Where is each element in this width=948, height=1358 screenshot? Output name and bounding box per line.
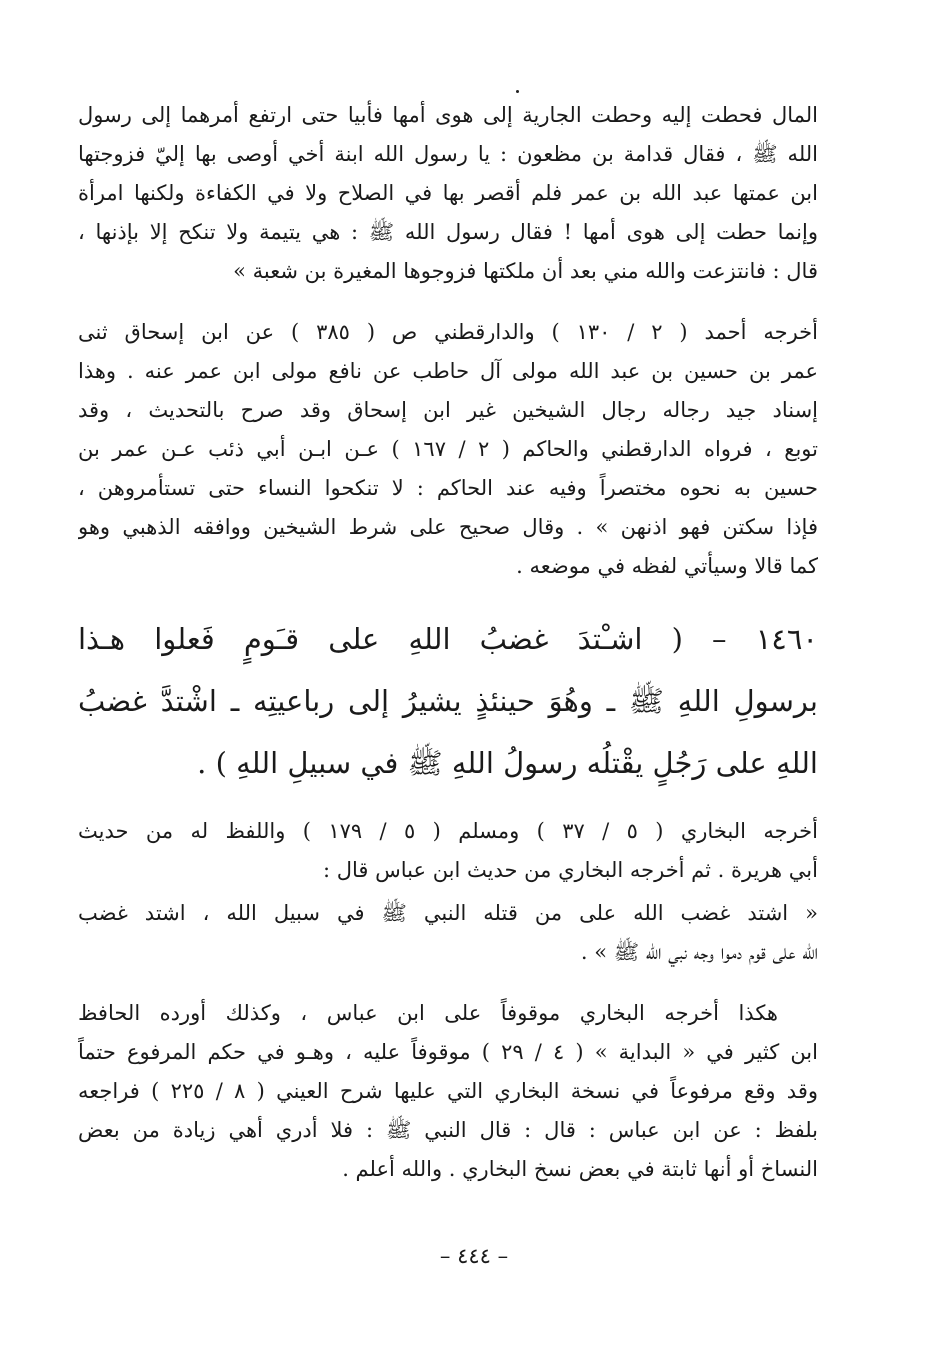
text-line: ابن كثير في « البداية » ( ٤ / ٢٩ ) موقوفاً عليه ، وهـو في حكم المرفوع حتماً <box>78 1040 818 1064</box>
paragraph-takhrij <box>78 313 818 586</box>
text-line: ابن عمتها عبد الله بن عمر فلم أقصر بها في الصلاح ولا في الكفاءة ولكنها امرأة <box>78 181 818 205</box>
paragraph-continuation <box>78 96 818 291</box>
text-line: أخرجه أحمد ( ٢ / ١٣٠ ) والدارقطني ص ( ٣٨٥ ) عن ابن إسحاق ثنى <box>78 320 818 344</box>
text-line: فإذا سكتن فهو اذنهن » . وقال صحيح على شرط الشيخين ووافقه الذهبي وهو <box>78 515 818 539</box>
page-number: – ٤٤٤ – <box>439 1244 509 1268</box>
text-line: وقد وقع مرفوعاً في نسخة البخاري التي عليها شرح العيني ( ٨ / ٢٢٥ ) فراجعه <box>78 1079 818 1103</box>
text-line: النساخ أو أنها ثابتة في بعض نسخ البخاري . والله أعلم . <box>342 1157 818 1181</box>
text-line: « اشتد غضب الله على من قتله النبي ﷺ في سبيل الله ، اشتد غضب <box>78 901 818 925</box>
text-line: أخرجه البخاري ( ٥ / ٣٧ ) ومسلم ( ٥ / ١٧٩ ) واللفظ له من حديث <box>78 819 818 843</box>
text-line: عمر بن حسين بن عبد الله مولى آل حاطب عن نافع مولى ابن عمر عنه . وهذا <box>78 359 818 383</box>
hadith-line: برسولِ اللهِ ﷺ ـ وهُوَ حينئذٍ يشيرُ إلى رباعيتِه ـ اشْتدَّ غضبُ <box>78 684 818 718</box>
ink-dot <box>516 90 519 93</box>
hadith-heading <box>78 608 818 794</box>
text-line: المال فحطت إليه وحطت الجارية إلى هوى أمها فأبيا حتى ارتفع أمرهما إلى رسول <box>78 103 818 127</box>
text-line: توبع ، فرواه الدارقطني والحاكم ( ٢ / ١٦٧ ) عـن ابـن أبي ذئب عـن عمر بن <box>78 437 818 461</box>
paragraph-quote <box>78 894 818 972</box>
hadith-line: اللهِ على رَجُلٍ يقْتلُه رسولُ اللهِ ﷺ في سبيلِ اللهِ ) . <box>197 746 818 780</box>
text-line: حسين به نحوه مختصراً وفيه عند الحاكم : لا تنكحوا النساء حتى تستأمروهن ، <box>78 476 818 500</box>
page-body <box>78 96 818 1189</box>
text-line: كما قالا وسيأتي لفظه في موضعه . <box>516 554 818 578</box>
hadith-line: ١٤٦٠ – ( اشـْتدَ غضبُ اللهِ على قـَومٍ فَعلوا هـذا <box>78 622 818 656</box>
text-line: وإنما حطت إلى هوى أمها ! فقال رسول الله ﷺ : هي يتيمة ولا تنكح إلا بإذنها ، <box>78 220 818 244</box>
text-line: بلفظ : عن ابن عباس : قال : قال النبي ﷺ : فلا أدري أهي زيادة من بعض <box>78 1118 818 1142</box>
text-line: الله على قوم دموا وجه نبي الله ﷺ » . <box>580 940 818 964</box>
paragraph-commentary <box>78 994 818 1189</box>
text-line: إسناد جيد رجاله رجال الشيخين غير ابن إسحاق وقد صرح بالتحديث ، وقد <box>78 398 818 422</box>
paragraph-takhrij-bukhari <box>78 812 818 890</box>
text-line: قال : فانتزعت والله مني بعد أن ملكتها فزوجوها المغيرة بن شعبة » <box>233 259 818 283</box>
text-line: الله ﷺ ، فقال قدامة بن مظعون : يا رسول الله ابنة أخي أوصى بها إليّ فزوجتها <box>78 142 818 166</box>
text-line: أبي هريرة . ثم أخرجه البخاري من حديث ابن عباس قال : <box>323 858 818 882</box>
text-line: هكذا أخرجه البخاري موقوفاً على ابن عباس ، وكذلك أورده الحافظ <box>78 1001 778 1025</box>
